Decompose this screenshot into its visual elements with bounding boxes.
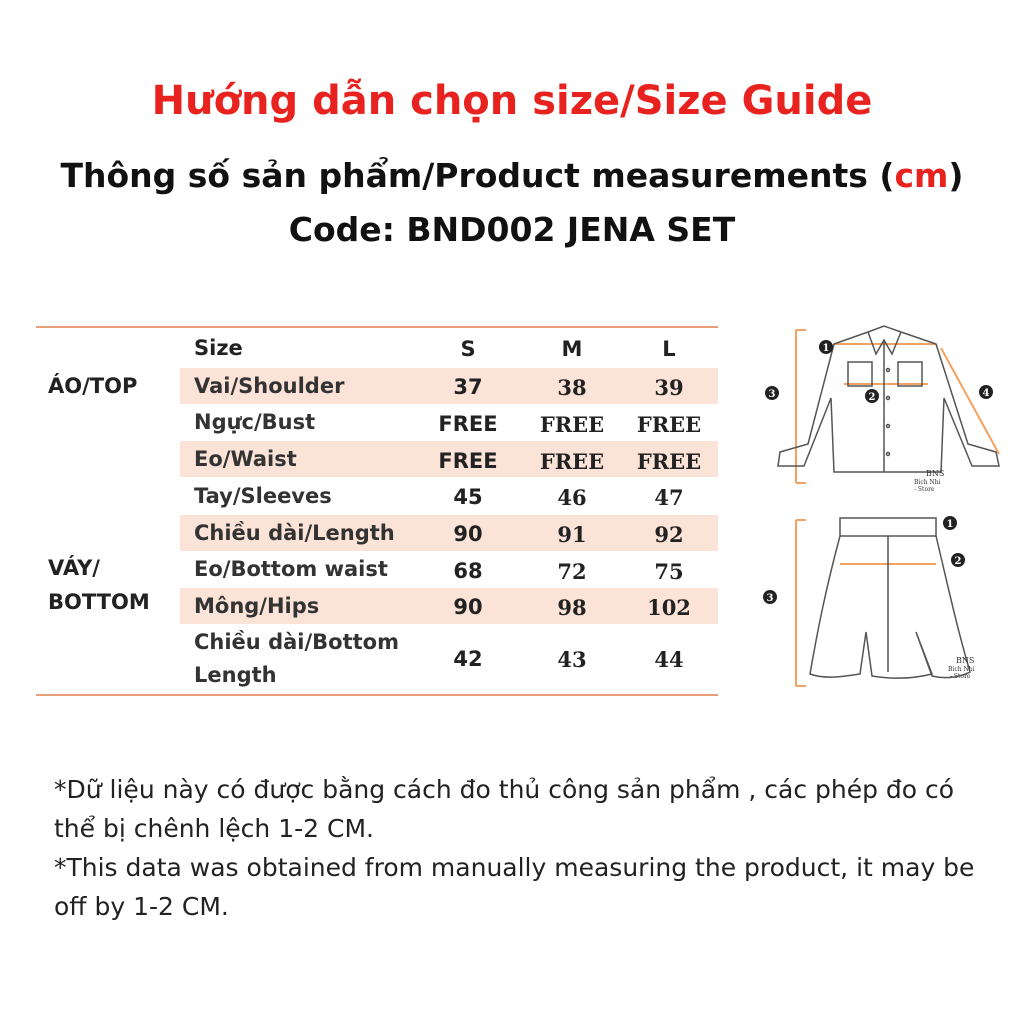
row-label-shoulder: Vai/Shoulder <box>194 374 345 398</box>
measurement-notes <box>54 770 994 926</box>
cell-s: 90 <box>453 522 483 546</box>
cell-l: 44 <box>654 647 684 672</box>
cell-l: 39 <box>654 375 684 400</box>
row-label-waist: Eo/Waist <box>194 447 297 471</box>
cell-l: FREE <box>636 412 702 437</box>
cell-s: 42 <box>453 647 483 671</box>
cell-m: 72 <box>557 559 587 584</box>
skirt-brand-line3: - Store <box>950 673 971 680</box>
brand-line3: - Store <box>914 486 935 493</box>
marker-3-label: 3 <box>768 389 776 400</box>
brand-line1: BNS <box>926 469 945 478</box>
row-label-bottom-length-1: Chiều dài/Bottom <box>194 630 399 654</box>
skirt-brand-line1: BNS <box>956 656 975 665</box>
row-label-length: Chiều dài/Length <box>194 521 395 545</box>
cell-m: 46 <box>557 485 587 510</box>
subtitle-unit: cm <box>894 156 949 195</box>
group-top: ÁO/TOP <box>48 374 138 398</box>
skirt-marker-1-label: 1 <box>946 519 954 530</box>
page-subtitle <box>0 156 1024 195</box>
product-code: Code: BND002 JENA SET <box>288 210 736 249</box>
cell-l: 92 <box>654 522 684 547</box>
cell-s: 90 <box>453 595 483 619</box>
skirt-marker-2-label: 2 <box>954 556 962 567</box>
marker-1 <box>819 340 833 354</box>
group-bottom-line1: VÁY/ <box>48 556 100 580</box>
row-label-hips: Mông/Hips <box>194 594 320 618</box>
marker-2-label: 2 <box>868 392 876 403</box>
skirt-diagram <box>756 508 1006 693</box>
marker-2 <box>865 389 879 403</box>
cell-m: FREE <box>539 412 605 437</box>
cell-m: 98 <box>557 595 587 620</box>
cell-s: 68 <box>453 559 483 583</box>
cell-m: 38 <box>557 375 587 400</box>
shirt-diagram <box>756 318 1006 498</box>
cell-m: 43 <box>557 647 587 672</box>
cell-s: FREE <box>438 449 498 473</box>
skirt-marker-2 <box>951 553 965 567</box>
subtitle-text: Thông số sản phẩm/Product measurements ( <box>60 156 895 195</box>
cell-l: FREE <box>636 449 702 474</box>
skirt-brand-line2: Bich Nhi <box>948 666 975 673</box>
cell-l: 75 <box>654 559 684 584</box>
page-title: Hướng dẫn chọn size/Size Guide <box>151 78 873 124</box>
header-l: L <box>662 337 676 361</box>
row-label-sleeves: Tay/Sleeves <box>194 484 332 508</box>
note-english: *This data was obtained from manually measuring the product, it may be off by 1-2 CM. <box>54 853 975 921</box>
cell-s: 37 <box>453 375 483 399</box>
brand-line2: Bich Nhi <box>914 479 941 486</box>
header-s: S <box>460 337 476 361</box>
group-bottom-line2: BOTTOM <box>48 590 150 614</box>
row-label-bottom-length-2: Length <box>194 663 277 687</box>
cell-l: 47 <box>654 485 684 510</box>
cell-s: 45 <box>453 485 483 509</box>
subtitle-close: ) <box>948 156 964 195</box>
header-m: M <box>561 337 583 361</box>
skirt-marker-1 <box>943 516 957 530</box>
size-table <box>36 326 718 696</box>
marker-4-label: 4 <box>982 388 990 399</box>
header-size: Size <box>194 336 243 360</box>
skirt-marker-3-label: 3 <box>766 593 774 604</box>
cell-l: 102 <box>647 595 691 620</box>
cell-m: FREE <box>539 449 605 474</box>
marker-3 <box>765 386 779 400</box>
skirt-marker-3 <box>763 590 777 604</box>
row-label-bust: Ngực/Bust <box>194 410 316 434</box>
cell-m: 91 <box>557 522 587 547</box>
row-label-bottom-waist: Eo/Bottom waist <box>194 557 388 581</box>
note-vietnamese: *Dữ liệu này có được bằng cách đo thủ công sản phẩm , các phép đo có thể bị chênh lệch 1-2 CM. <box>54 775 955 843</box>
cell-s: FREE <box>438 412 498 436</box>
marker-1-label: 1 <box>822 343 830 354</box>
marker-4 <box>979 385 993 399</box>
